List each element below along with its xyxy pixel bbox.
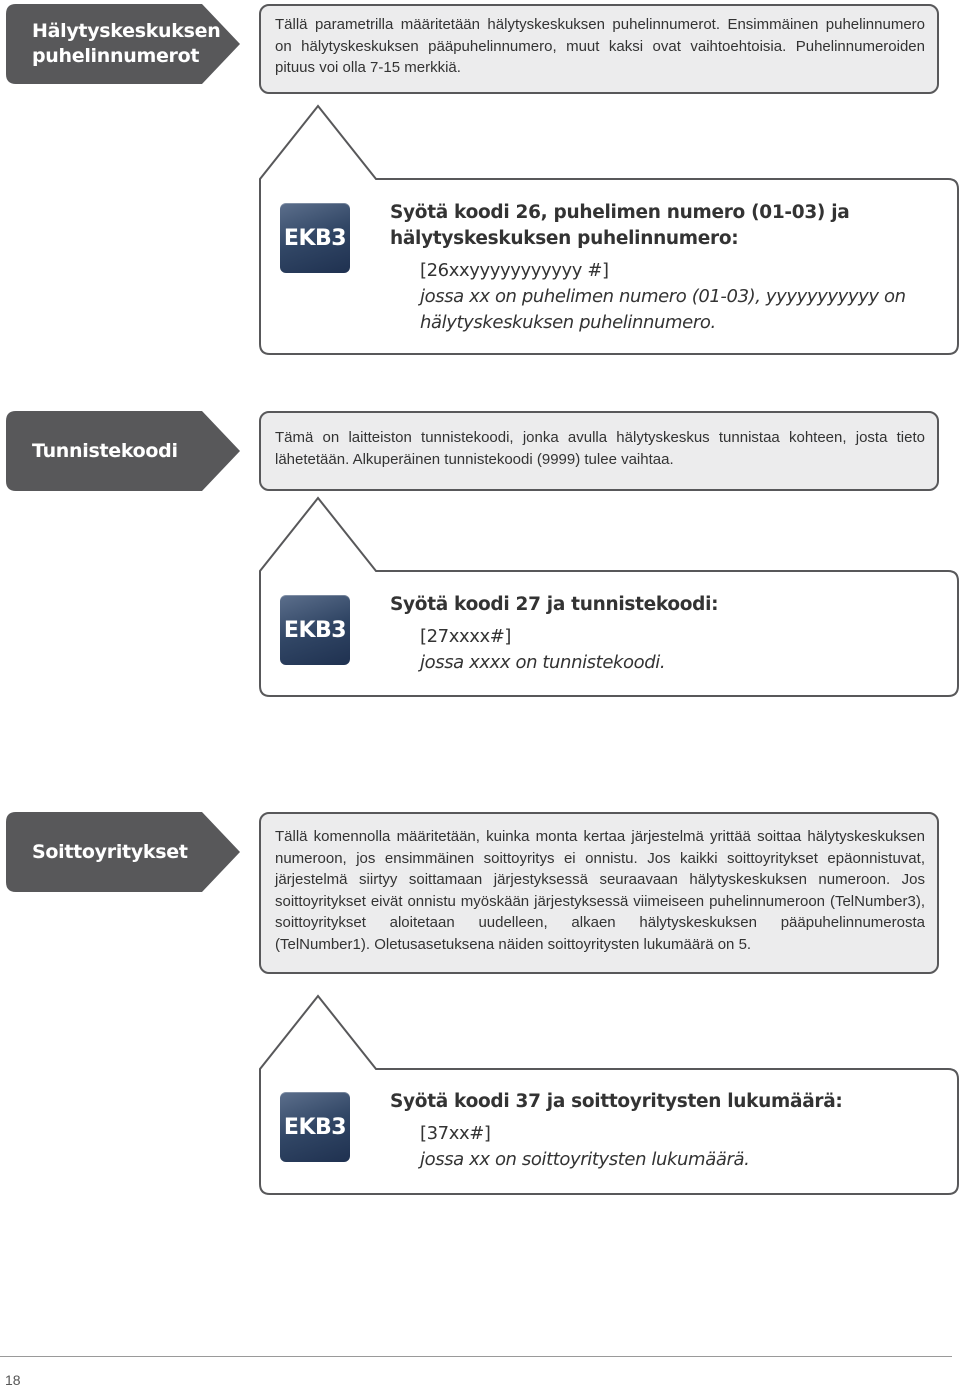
- code-explanation: jossa xx on puhelimen numero (01-03), yyyyyyyyyyy on hälytyskeskuksen puhelinnumero.: [420, 286, 906, 333]
- section-label-1: [6, 4, 240, 84]
- code-syntax: [27xxxx#]: [420, 626, 512, 647]
- code-explanation: jossa xxxx on tunnistekoodi.: [420, 652, 666, 673]
- description-text: Tällä parametrilla määritetään hälytyskeskuksen puhelinnumerot. Ensimmäinen puhelinnumero on hälytyskeskuksen pääpuhelinnumero, muut kaksi ovat vaihtoehtoisia. Puhelinnumeroiden pituus voi olla 7-15 merkkiä.: [275, 16, 925, 76]
- ekb3-badge-icon: EKB3: [280, 203, 350, 273]
- ekb3-badge-icon: EKB3: [280, 1092, 350, 1162]
- code-instructions-1: [390, 200, 935, 336]
- code-title: Syötä koodi 26, puhelimen numero (01-03) ja hälytyskeskuksen puhelinnumero:: [390, 202, 850, 249]
- section-label-text: Tunnistekoodi: [32, 439, 178, 462]
- section-description-3: [259, 812, 939, 974]
- section-description-2: [259, 411, 939, 491]
- section-label-text: Hälytyskeskuksen puhelinnumerot: [32, 20, 221, 67]
- code-title: Syötä koodi 27 ja tunnistekoodi:: [390, 594, 719, 615]
- code-card-2: [258, 496, 960, 698]
- code-instructions-2: [390, 592, 935, 676]
- code-card-3: [258, 994, 960, 1196]
- section-label-2: [6, 411, 240, 491]
- code-title: Syötä koodi 37 ja soittoyritysten lukumäärä:: [390, 1091, 843, 1112]
- section-description-1: [259, 4, 939, 94]
- code-instructions-3: [390, 1089, 935, 1173]
- section-label-text: Soittoyritykset: [32, 840, 188, 863]
- code-card-1: [258, 104, 960, 356]
- ekb3-badge-icon: EKB3: [280, 595, 350, 665]
- section-label-3: [6, 812, 240, 892]
- code-syntax: [37xx#]: [420, 1123, 491, 1144]
- description-text: Tällä komennolla määritetään, kuinka monta kertaa järjestelmä yrittää soittaa hälytyskeskuksen numeroon, jos ensimmäinen soittoyritys ei onnistu. Jos kaikki soittoyritykset epäonnistuvat, järjestelmä siirtyy soittamaan järjestyksessä seuraavaan hälytyskeskuksen numeroon. Jos soittoyritykset eivät onnistu myöskään järjestyksessä viimeiseen puhelinnumeroon (TelNumber3), soittoyritykset aloitetaan uudelleen, alkaen hälytyskeskuksen pääpuhelinnumerosta (TelNumber1). Oletusasetuksena näiden soittoyritysten lukumäärä on 5.: [275, 828, 925, 953]
- code-explanation: jossa xx on soittoyritysten lukumäärä.: [420, 1149, 750, 1170]
- code-syntax: [26xxyyyyyyyyyyy #]: [420, 260, 609, 281]
- footer-divider: [0, 1356, 952, 1357]
- description-text: Tämä on laitteiston tunnistekoodi, jonka avulla hälytyskeskus tunnistaa kohteen, josta tieto lähetetään. Alkuperäinen tunnistekoodi (9999) tulee vaihtaa.: [275, 429, 925, 468]
- page-number: 18: [5, 1372, 21, 1388]
